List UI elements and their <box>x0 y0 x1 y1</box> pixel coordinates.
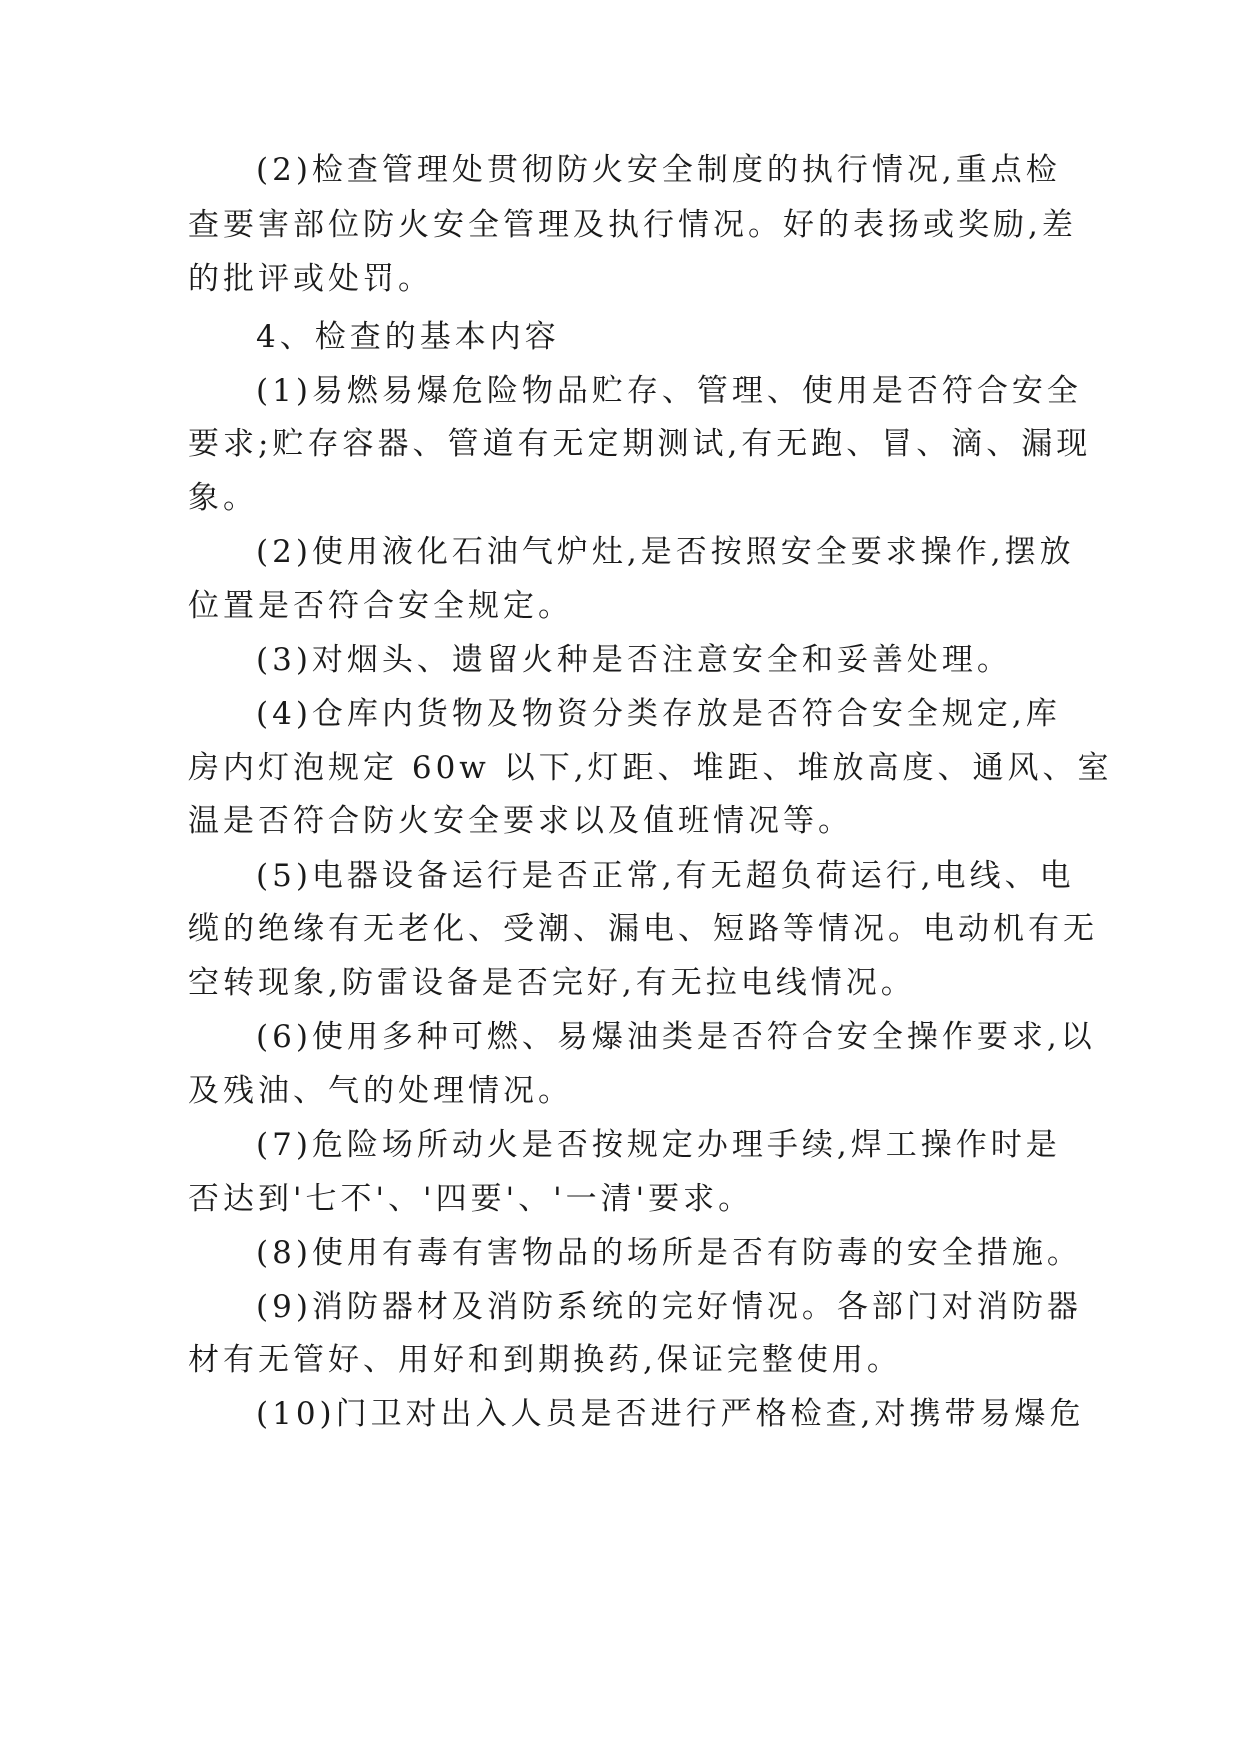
text-line: (9)消防器材及消防系统的完好情况。各部门对消防器 <box>256 1289 1082 1325</box>
text-line: 否达到'七不'、'四要'、'一清'要求。 <box>188 1181 754 1217</box>
text-line: 房内灯泡规定 60w 以下,灯距、堆距、堆放高度、通风、室 <box>188 750 1113 786</box>
text-line: (6)使用多种可燃、易爆油类是否符合安全操作要求,以 <box>256 1019 1096 1055</box>
text-line: (1)易燃易爆危险物品贮存、管理、使用是否符合安全 <box>256 373 1082 409</box>
text-line: 温是否符合防火安全要求以及值班情况等。 <box>188 803 853 839</box>
text-line: 查要害部位防火安全管理及执行情况。好的表扬或奖励,差 <box>188 207 1077 243</box>
text-line: (3)对烟头、遗留火种是否注意安全和妥善处理。 <box>256 642 1012 678</box>
text-line: 要求;贮存容器、管道有无定期测试,有无跑、冒、滴、漏现 <box>188 426 1092 462</box>
text-line: 缆的绝缘有无老化、受潮、漏电、短路等情况。电动机有无 <box>188 911 1098 947</box>
text-line: (8)使用有毒有害物品的场所是否有防毒的安全措施。 <box>256 1235 1082 1271</box>
text-line: (7)危险场所动火是否按规定办理手续,焊工操作时是 <box>256 1127 1061 1163</box>
text-line: 及残油、气的处理情况。 <box>188 1073 573 1109</box>
text-line: 空转现象,防雷设备是否完好,有无拉电线情况。 <box>188 965 916 1001</box>
section-heading: 4、检查的基本内容 <box>256 319 560 355</box>
text-line: (4)仓库内货物及物资分类存放是否符合安全规定,库 <box>256 696 1061 732</box>
text-line: (2)使用液化石油气炉灶,是否按照安全要求操作,摆放 <box>256 534 1075 570</box>
text-line: 的批评或处罚。 <box>188 261 433 297</box>
text-line: 位置是否符合安全规定。 <box>188 588 573 624</box>
text-line: (5)电器设备运行是否正常,有无超负荷运行,电线、电 <box>256 858 1075 894</box>
text-line: (10)门卫对出入人员是否进行严格检查,对携带易爆危 <box>256 1396 1085 1432</box>
text-line: 象。 <box>188 480 258 516</box>
text-line: (2)检查管理处贯彻防火安全制度的执行情况,重点检 <box>256 152 1061 188</box>
text-line: 材有无管好、用好和到期换药,保证完整使用。 <box>188 1342 902 1378</box>
